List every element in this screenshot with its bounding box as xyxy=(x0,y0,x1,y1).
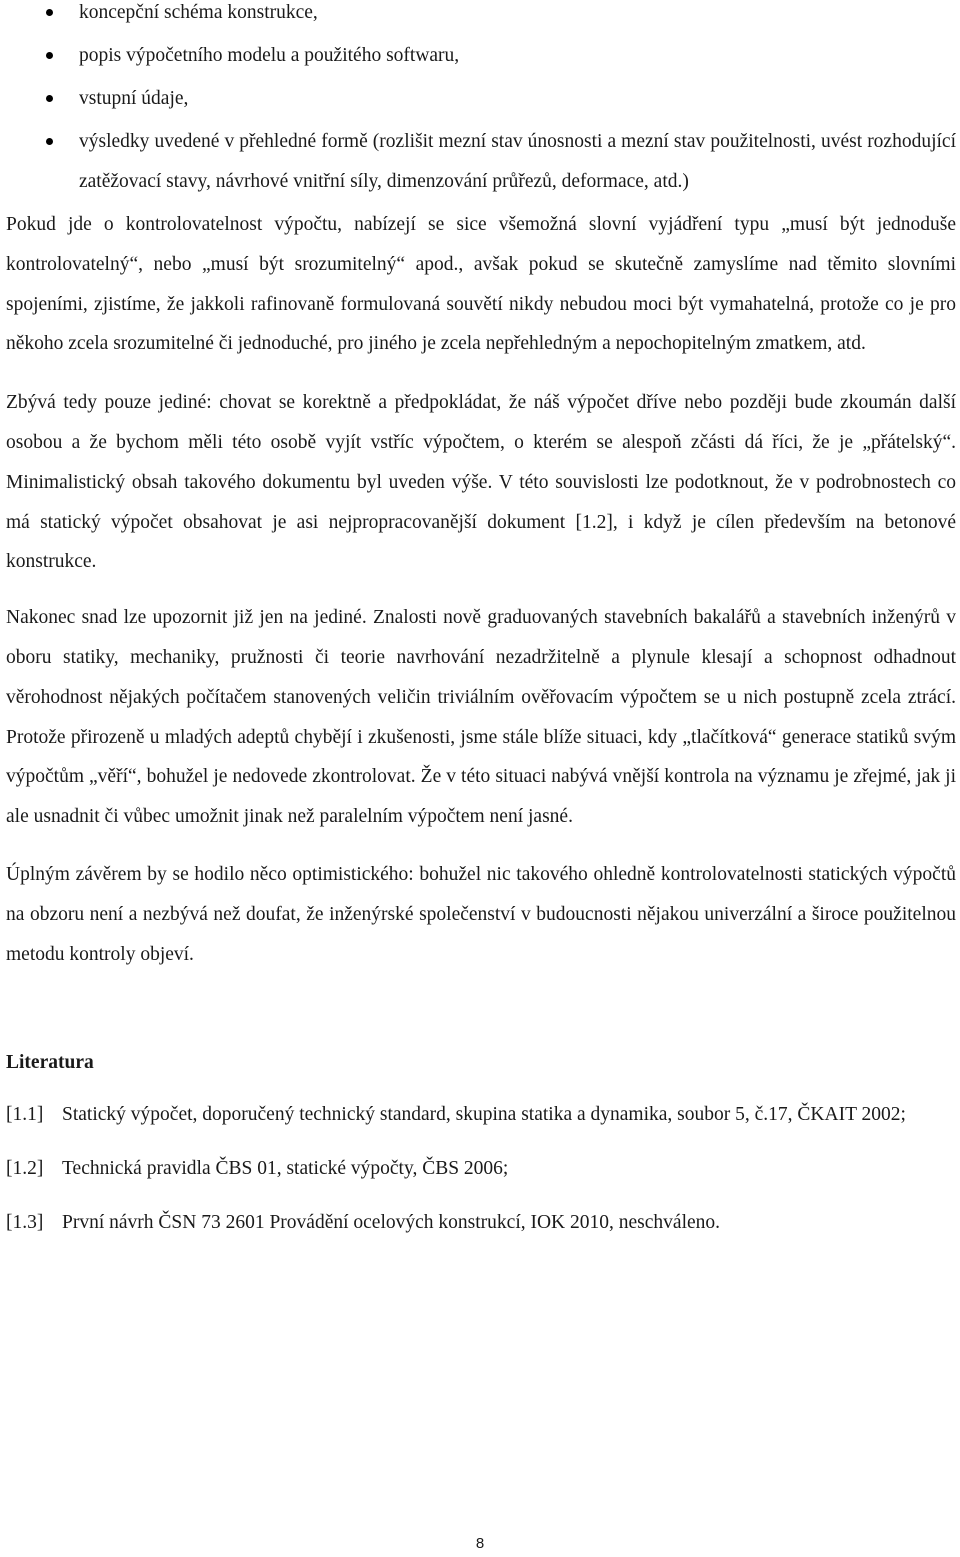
page-content xyxy=(6,0,956,1257)
page-number: 8 xyxy=(475,1535,485,1552)
list-item xyxy=(6,36,956,76)
references-heading: Literatura xyxy=(6,1052,94,1074)
reference-text: Technická pravidla ČBS 01, statické výpočty, ČBS 2006; xyxy=(62,1158,509,1180)
reference-text: Statický výpočet, doporučený technický standard, skupina statika a dynamika, soubor 5, č.17, ČKAIT 2002; xyxy=(62,1104,906,1126)
reference-item xyxy=(6,1203,956,1243)
list-item-text: koncepční schéma konstrukce, xyxy=(79,2,318,23)
reference-item xyxy=(6,1095,956,1135)
bullet-icon xyxy=(46,52,53,59)
reference-number: [1.3] xyxy=(6,1212,44,1234)
reference-number: [1.1] xyxy=(6,1104,44,1126)
bullet-icon xyxy=(46,9,53,16)
list-item xyxy=(6,122,956,201)
bullet-icon xyxy=(46,138,53,145)
paragraph-graduate-knowledge: Nakonec snad lze upozornit již jen na jediné. Znalosti nově graduovaných stavebních bakalářů a stavebních inženýrů v oboru statiky, mechaniky, pružnosti či teorie navrhování nezadržitelně a plynule klesají a schopnost odhadnout věrohodnost nějakých počítačem stanovených veličin triviálním ověřovacím výpočtem se u nich postupně zcela ztrácí. Protože přirozeně u mladých adeptů chybějí i zkušenosti, jsme stále blíže situaci, kdy „tlačítková“ generace statiků svým výpočtům „věří“, bohužel je nedovede zkontrolovat. Že v této situaci nabývá vnější kontrola na významu je zřejmé, jak ji ale usnadnit či vůbec umožnit jinak než paralelním výpočtem není jasné. xyxy=(6,607,956,828)
list-item xyxy=(6,79,956,119)
reference-text: První návrh ČSN 73 2601 Provádění ocelových konstrukcí, IOK 2010, neschváleno. xyxy=(62,1212,721,1234)
bullet-icon xyxy=(46,95,53,102)
reference-item xyxy=(6,1149,956,1189)
references-list xyxy=(6,1095,956,1243)
list-item-text: vstupní údaje, xyxy=(79,88,189,109)
paragraph-conclusion: Úplným závěrem by se hodilo něco optimistického: bohužel nic takového ohledně kontrolovatelnosti statických výpočtů na obzoru není a nezbývá než doufat, že inženýrské společenství v budoucnosti nějakou univerzální a široce použitelnou metodu kontroly objeví. xyxy=(6,863,956,965)
list-item-text: výsledky uvedené v přehledné formě (rozlišit mezní stav únosnosti a mezní stav použitelnosti, uvést rozhodující zatěžovací stavy, návrhové vnitřní síly, dimenzování průřezů, deformace, atd.) xyxy=(79,131,956,192)
reference-number: [1.2] xyxy=(6,1158,44,1180)
requirements-list xyxy=(6,0,956,201)
list-item xyxy=(6,0,956,33)
paragraph-controllability: Pokud jde o kontrolovatelnost výpočtu, nabízejí se sice všemožná slovní vyjádření typu „musí být jednoduše kontrolovatelný“, nebo „musí být srozumitelný“ apod., avšak pokud se skutečně zamyslíme nad těmito slovními spojeními, zjistíme, že jakkoli rafinovaně formulovaná souvětí nikdy nebudou moci být vymahatelná, protože co je pro někoho zcela srozumitelné či jednoduché, pro jiného je zcela nepřehledným a nepochopitelným zmatkem, atd. xyxy=(6,214,956,355)
paragraph-correct-behaviour: Zbývá tedy pouze jediné: chovat se korektně a předpokládat, že náš výpočet dříve nebo později bude zkoumán další osobou a že bychom měli této osobě vyjít vstříc výpočtem, o kterém se alespoň zčásti dá říci, že je „přátelský“. Minimalistický obsah takového dokumentu byl uveden výše. V této souvislosti lze podotknout, že v podrobnostech co má statický výpočet obsahovat je asi nejpropracovanější dokument [1.2], i když je cílen především na betonové konstrukce. xyxy=(6,392,956,573)
list-item-text: popis výpočetního modelu a použitého softwaru, xyxy=(79,45,460,66)
